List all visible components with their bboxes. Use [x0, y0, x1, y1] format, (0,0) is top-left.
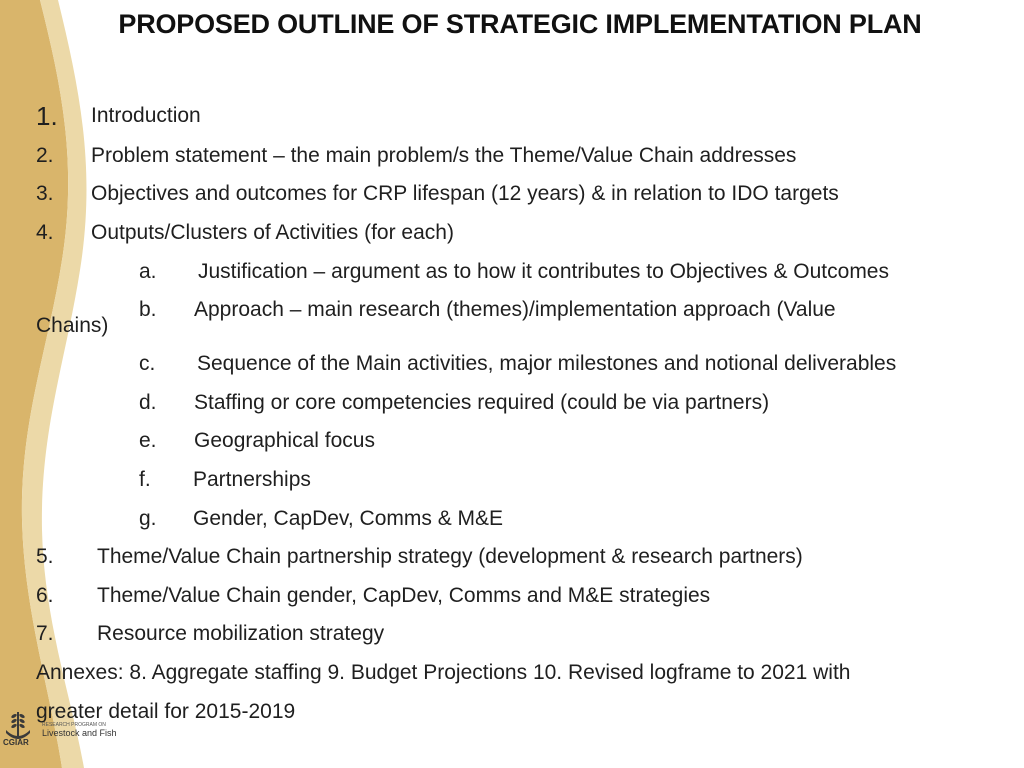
sublist-letter: c. [139, 352, 156, 375]
wheat-icon [6, 712, 30, 739]
annexes-line-continued: greater detail for 2015-2019 [36, 700, 296, 723]
sublist-letter: b. [139, 298, 157, 321]
list-item: Problem statement – the main problem/s the Theme/Value Chain addresses [91, 144, 797, 167]
page-title: PROPOSED OUTLINE OF STRATEGIC IMPLEMENTATION PLAN [118, 9, 922, 39]
annexes-line: Annexes: 8. Aggregate staffing 9. Budget Projections 10. Revised logframe to 2021 with [36, 661, 851, 684]
list-number: 1. [36, 101, 58, 131]
sublist-letter: g. [139, 507, 157, 530]
sublist-letter: f. [139, 468, 151, 491]
sublist-item: Partnerships [193, 468, 311, 491]
list-number: 4. [36, 221, 54, 244]
sublist-letter: e. [139, 429, 157, 452]
list-number: 2. [36, 144, 54, 167]
list-item: Outputs/Clusters of Activities (for each) [91, 221, 454, 244]
sublist-item: Staffing or core competencies required (could be via partners) [194, 391, 770, 414]
sublist-letter: d. [139, 391, 157, 414]
list-item: Introduction [91, 104, 201, 127]
list-number: 5. [36, 545, 54, 568]
logo-program-label: RESEARCH PROGRAM ON [42, 722, 106, 728]
logo-program-name: Livestock and Fish [42, 728, 117, 738]
list-number: 6. [36, 584, 54, 607]
list-item: Objectives and outcomes for CRP lifespan (12 years) & in relation to IDO targets [91, 182, 839, 205]
sublist-letter: a. [139, 260, 157, 283]
list-item: Resource mobilization strategy [97, 622, 385, 645]
list-item: Theme/Value Chain partnership strategy (development & research partners) [97, 545, 803, 568]
sublist-item: Gender, CapDev, Comms & M&E [193, 507, 504, 530]
sublist-item: Justification – argument as to how it contributes to Objectives & Outcomes [198, 260, 889, 283]
list-number: 7. [36, 622, 54, 645]
logo-org: CGIAR [3, 738, 29, 747]
list-item: Theme/Value Chain gender, CapDev, Comms and M&E strategies [97, 584, 711, 607]
list-number: 3. [36, 182, 54, 205]
sublist-item: Geographical focus [194, 429, 375, 452]
sublist-item: Approach – main research (themes)/implementation approach (Value [194, 298, 836, 321]
logo-program-text [42, 722, 117, 738]
sublist-item: Sequence of the Main activities, major milestones and notional deliverables [197, 352, 897, 375]
sublist-item-continuation: Chains) [36, 314, 109, 337]
